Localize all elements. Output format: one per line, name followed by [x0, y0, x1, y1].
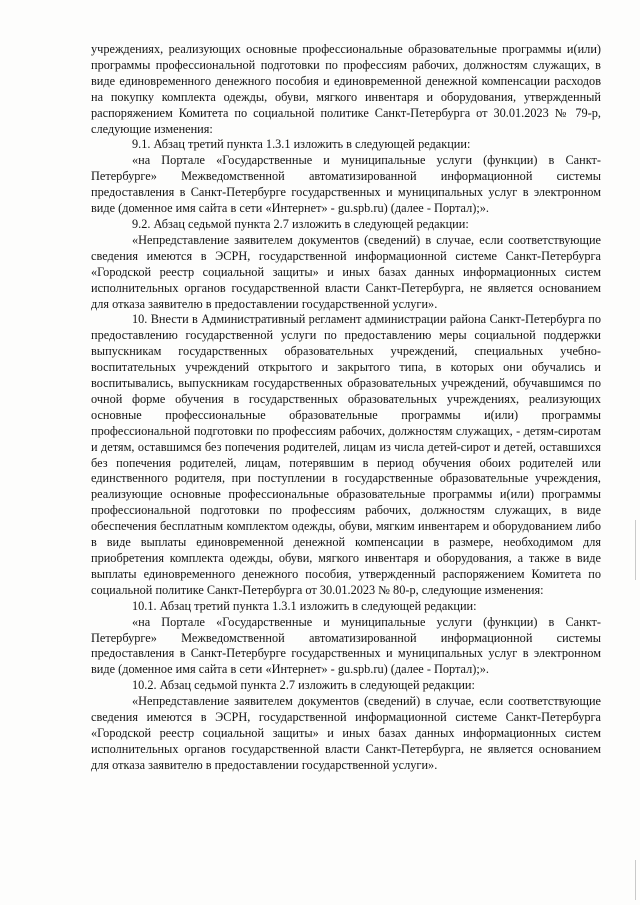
- paragraph: 10. Внести в Административный регламент администрации района Санкт-Петербурга по предоставлению государственной услуги по предоставлению меры социальной поддержки выпускникам государственных образовательных учреждений, специальных учебно-воспитательных учреждений открытого и закрытого типа, в которых они обучались и воспитывались, выпускникам государственных образовательных учреждений, обучавшимся по очной форме обучения в государственных образовательных учреждениях, реализующих основные профессиональные образовательные программы и(или) программы профессиональной подготовки по профессиям рабочих, должностям служащих, - детям-сиротам и детям, оставшимся без попечения родителей, лицам из числа детей-сирот и детей, оставшихся без попечения родителей, лицам, потерявшим в период обучения обоих родителей или единственного родителя, при поступлении в государственные образовательные учреждения, реализующие основные профессиональные образовательные программы и(или) программы профессиональной подготовки по профессиям рабочих, должностям служащих, в виде обеспечения бесплатным комплектом одежды, обуви, мягким инвентарем и оборудованием либо в виде выплаты единовременной денежной компенсации в размере, необходимом для приобретения комплекта одежды, обуви, мягкого инвентаря и оборудования, а также в виде выплаты единовременного денежного пособия, утвержденный распоряжением Комитета по социальной политике Санкт-Петербурга от 30.01.2023 № 80-р, следующие изменения:: [91, 312, 601, 597]
- paragraph: 9.1. Абзац третий пункта 1.3.1 изложить в следующей редакции:: [132, 137, 471, 152]
- document-body: [91, 42, 601, 774]
- paragraph: учреждениях, реализующих основные профессиональные образовательные программы и(или) программы профессиональной подготовки по профессиям рабочих, должностям служащих, в виде единовременного денежного пособия и единовременной денежной компенсации расходов на покупку комплекта одежды, обуви, мягкого инвентаря и оборудования, утвержденный распоряжением Комитета по социальной политике Санкт-Петербурга от 30.01.2023 № 79-р, следующие изменения:: [91, 42, 601, 136]
- paragraph: 10.1. Абзац третий пункта 1.3.1 изложить в следующей редакции:: [132, 598, 477, 613]
- paragraph: «Непредставление заявителем документов (сведений) в случае, если соответствующие сведения имеются в ЭСРН, государственной информационной системе Санкт-Петербурга «Городской реестр социальной защиты» и иных базах данных информационных систем исполнительных органов государственной власти Санкт-Петербурга, не является основанием для отказа заявителю в предоставлении государственной услуги».: [91, 232, 601, 311]
- paragraph: «на Портале «Государственные и муниципальные услуги (функции) в Санкт-Петербурге» Межведомственной автоматизированной информационной системы предоставления в Санкт-Петербурге государственных и муниципальных услуг в электронном виде (доменное имя сайта в сети «Интернет» - gu.spb.ru) (далее - Портал);».: [91, 614, 601, 677]
- paragraph: 10.2. Абзац седьмой пункта 2.7 изложить в следующей редакции:: [132, 678, 475, 693]
- paragraph: 9.2. Абзац седьмой пункта 2.7 изложить в следующей редакции:: [132, 216, 469, 231]
- paragraph: «Непредставление заявителем документов (сведений) в случае, если соответствующие сведения имеются в ЭСРН, государственной информационной системе Санкт-Петербурга «Городской реестр социальной защиты» и иных базах данных информационных систем исполнительных органов государственной власти Санкт-Петербурга, не является основанием для отказа заявителю в предоставлении государственной услуги».: [91, 694, 601, 772]
- scan-edge-mark: [635, 860, 636, 900]
- scan-edge-mark: [635, 520, 636, 580]
- paragraph: «на Портале «Государственные и муниципальные услуги (функции) в Санкт-Петербурге» Межведомственной автоматизированной информационной системы предоставления в Санкт-Петербурге государственных и муниципальных услуг в электронном виде (доменное имя сайта в сети «Интернет» - gu.spb.ru) (далее - Портал);».: [91, 153, 601, 216]
